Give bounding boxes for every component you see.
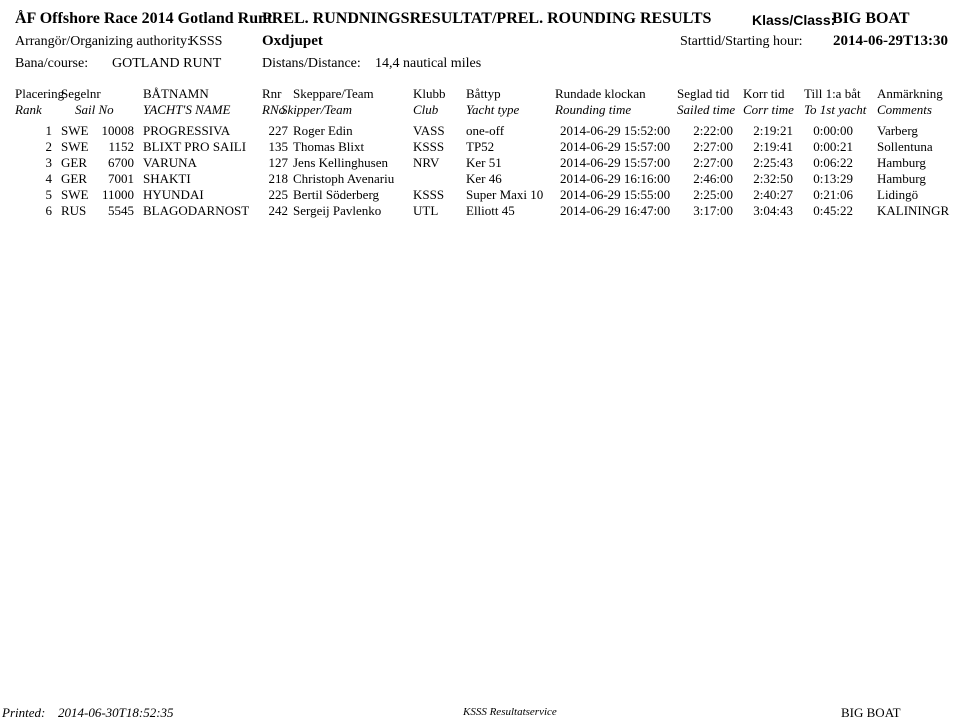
club-cell: KSSS xyxy=(413,139,445,154)
sailed-time-cell: 3:17:00 xyxy=(693,203,733,218)
to-first-cell: 0:00:00 xyxy=(813,123,853,138)
corrected-time-cell: 2:19:41 xyxy=(753,139,793,154)
corrected-time-cell: 2:32:50 xyxy=(753,171,793,186)
race-number-cell: 127 xyxy=(268,155,288,170)
yacht-name-cell: BLIXT PRO SAILI xyxy=(143,139,247,154)
rounding-time-cell: 2014-06-29 15:52:00 xyxy=(560,123,671,138)
col-sail-sw: Segelnr xyxy=(61,86,101,101)
yacht-type-cell: TP52 xyxy=(466,139,495,154)
col-rnr-en: RNo xyxy=(262,102,286,117)
yacht-name-cell: VARUNA xyxy=(143,155,197,170)
sailed-time-cell: 2:27:00 xyxy=(693,155,733,170)
yacht-type-cell: Elliott 45 xyxy=(466,203,515,218)
race-number-cell: 135 xyxy=(268,139,288,154)
organizer-value: KSSS xyxy=(189,34,223,49)
skipper-cell: Thomas Blixt xyxy=(293,139,365,154)
comment-cell: Lidingö xyxy=(877,187,919,202)
sailed-time-cell: 2:27:00 xyxy=(693,139,733,154)
rounding-time-cell: 2014-06-29 15:57:00 xyxy=(560,155,671,170)
sail-number-cell: 6700 xyxy=(108,155,134,170)
yacht-name-cell: SHAKTI xyxy=(143,171,191,186)
rank-cell: 6 xyxy=(45,203,52,218)
sailed-time-cell: 2:25:00 xyxy=(693,187,733,202)
sail-number-cell: 10008 xyxy=(101,123,134,138)
rank-cell: 4 xyxy=(45,171,52,186)
yacht-name-cell: HYUNDAI xyxy=(143,187,204,202)
club-cell: VASS xyxy=(413,123,445,138)
to-first-cell: 0:45:22 xyxy=(813,203,853,218)
col-skipper-sw: Skeppare/Team xyxy=(293,86,374,101)
comment-cell: Hamburg xyxy=(877,155,926,170)
col-type-sw: Båttyp xyxy=(466,86,501,101)
col-corr-en: Corr time xyxy=(743,102,794,117)
printed-timestamp: 2014-06-30T18:52:35 xyxy=(58,705,174,720)
race-number-cell: 242 xyxy=(268,203,288,218)
skipper-cell: Bertil Söderberg xyxy=(293,187,380,202)
col-name-en: YACHT'S NAME xyxy=(143,102,231,117)
printed-label: Printed: xyxy=(2,705,46,720)
to-first-cell: 0:21:06 xyxy=(813,187,853,202)
footer-service: KSSS Resultatservice xyxy=(463,706,557,718)
col-corr-sw: Korr tid xyxy=(743,86,785,101)
yacht-type-cell: Ker 51 xyxy=(466,155,502,170)
col-rounding-en: Rounding time xyxy=(555,102,632,117)
col-sailed-en: Sailed time xyxy=(677,102,736,117)
comment-cell: KALININGR xyxy=(877,203,950,218)
class-label: Klass/Class: xyxy=(752,12,836,28)
rank-cell: 3 xyxy=(45,155,52,170)
course-value: GOTLAND RUNT xyxy=(112,56,222,71)
table-row xyxy=(0,203,960,219)
col-rank-en: Rank xyxy=(15,102,42,117)
event-title: ÅF Offshore Race 2014 Gotland Runt xyxy=(15,10,273,27)
club-cell: NRV xyxy=(413,155,440,170)
corrected-time-cell: 2:40:27 xyxy=(753,187,793,202)
nation-cell: RUS xyxy=(61,203,87,218)
sailed-time-cell: 2:22:00 xyxy=(693,123,733,138)
sail-number-cell: 11000 xyxy=(101,187,134,202)
club-cell: KSSS xyxy=(413,187,445,202)
col-club-en: Club xyxy=(413,102,439,117)
sailed-time-cell: 2:46:00 xyxy=(693,171,733,186)
sail-number-cell: 7001 xyxy=(108,171,134,186)
table-row xyxy=(0,155,960,171)
col-rounding-sw: Rundade klockan xyxy=(555,86,646,101)
club-cell: UTL xyxy=(413,203,439,218)
nation-cell: GER xyxy=(61,171,87,186)
yacht-type-cell: one-off xyxy=(466,123,505,138)
class-value: BIG BOAT xyxy=(832,10,910,27)
table-row xyxy=(0,123,960,139)
col-sail-en: Sail No xyxy=(75,102,114,117)
skipper-cell: Jens Kellinghusen xyxy=(293,155,388,170)
table-row xyxy=(0,187,960,203)
rounding-time-cell: 2014-06-29 15:57:00 xyxy=(560,139,671,154)
corrected-time-cell: 3:04:43 xyxy=(753,203,793,218)
col-club-sw: Klubb xyxy=(413,86,446,101)
skipper-cell: Roger Edin xyxy=(293,123,353,138)
yacht-type-cell: Ker 46 xyxy=(466,171,502,186)
rounding-time-cell: 2014-06-29 16:16:00 xyxy=(560,171,671,186)
col-sailed-sw: Seglad tid xyxy=(677,86,730,101)
sail-number-cell: 1152 xyxy=(108,139,134,154)
rounding-time-cell: 2014-06-29 15:55:00 xyxy=(560,187,671,202)
col-rank-sw: Placering xyxy=(15,86,65,101)
start-time-value: 2014-06-29T13:30 xyxy=(833,33,948,49)
table-row xyxy=(0,171,960,187)
race-number-cell: 227 xyxy=(268,123,288,138)
distance-value: 14,4 nautical miles xyxy=(375,56,482,71)
report-title: PREL. RUNDNINGSRESULTAT/PREL. ROUNDING RESULTS xyxy=(262,10,712,27)
col-first-en: To 1st yacht xyxy=(804,102,867,117)
footer-class: BIG BOAT xyxy=(841,705,901,720)
course-label: Bana/course: xyxy=(15,56,89,71)
col-rnr-sw: Rnr xyxy=(262,86,282,101)
skipper-cell: Sergeij Pavlenko xyxy=(293,203,382,218)
organizer-label: Arrangör/Organizing authority: xyxy=(15,34,191,49)
comment-cell: Hamburg xyxy=(877,171,926,186)
nation-cell: GER xyxy=(61,155,87,170)
sail-number-cell: 5545 xyxy=(108,203,134,218)
yacht-name-cell: PROGRESSIVA xyxy=(143,123,231,138)
comment-cell: Sollentuna xyxy=(877,139,933,154)
rank-cell: 1 xyxy=(45,123,52,138)
start-time-label: Starttid/Starting hour: xyxy=(680,34,803,49)
skipper-cell: Christoph Avenariu xyxy=(293,171,395,186)
rank-cell: 2 xyxy=(45,139,52,154)
col-name-sw: BÅTNAMN xyxy=(143,86,209,101)
to-first-cell: 0:00:21 xyxy=(813,139,853,154)
col-type-en: Yacht type xyxy=(466,102,520,117)
col-comment-sw: Anmärkning xyxy=(877,86,943,101)
yacht-name-cell: BLAGODARNOST xyxy=(143,203,250,218)
yacht-type-cell: Super Maxi 10 xyxy=(466,187,544,202)
table-row xyxy=(0,139,960,155)
to-first-cell: 0:06:22 xyxy=(813,155,853,170)
nation-cell: SWE xyxy=(61,187,89,202)
col-comment-en: Comments xyxy=(877,102,932,117)
nation-cell: SWE xyxy=(61,123,89,138)
comment-cell: Varberg xyxy=(877,123,918,138)
distance-label: Distans/Distance: xyxy=(262,56,361,71)
race-number-cell: 218 xyxy=(268,171,288,186)
rounding-time-cell: 2014-06-29 16:47:00 xyxy=(560,203,671,218)
corrected-time-cell: 2:25:43 xyxy=(753,155,793,170)
to-first-cell: 0:13:29 xyxy=(813,171,853,186)
col-first-sw: Till 1:a båt xyxy=(804,86,861,101)
corrected-time-cell: 2:19:21 xyxy=(753,123,793,138)
rank-cell: 5 xyxy=(45,187,52,202)
col-skipper-en: Skipper/Team xyxy=(281,102,353,117)
mark-name: Oxdjupet xyxy=(262,33,323,49)
race-number-cell: 225 xyxy=(268,187,288,202)
nation-cell: SWE xyxy=(61,139,89,154)
